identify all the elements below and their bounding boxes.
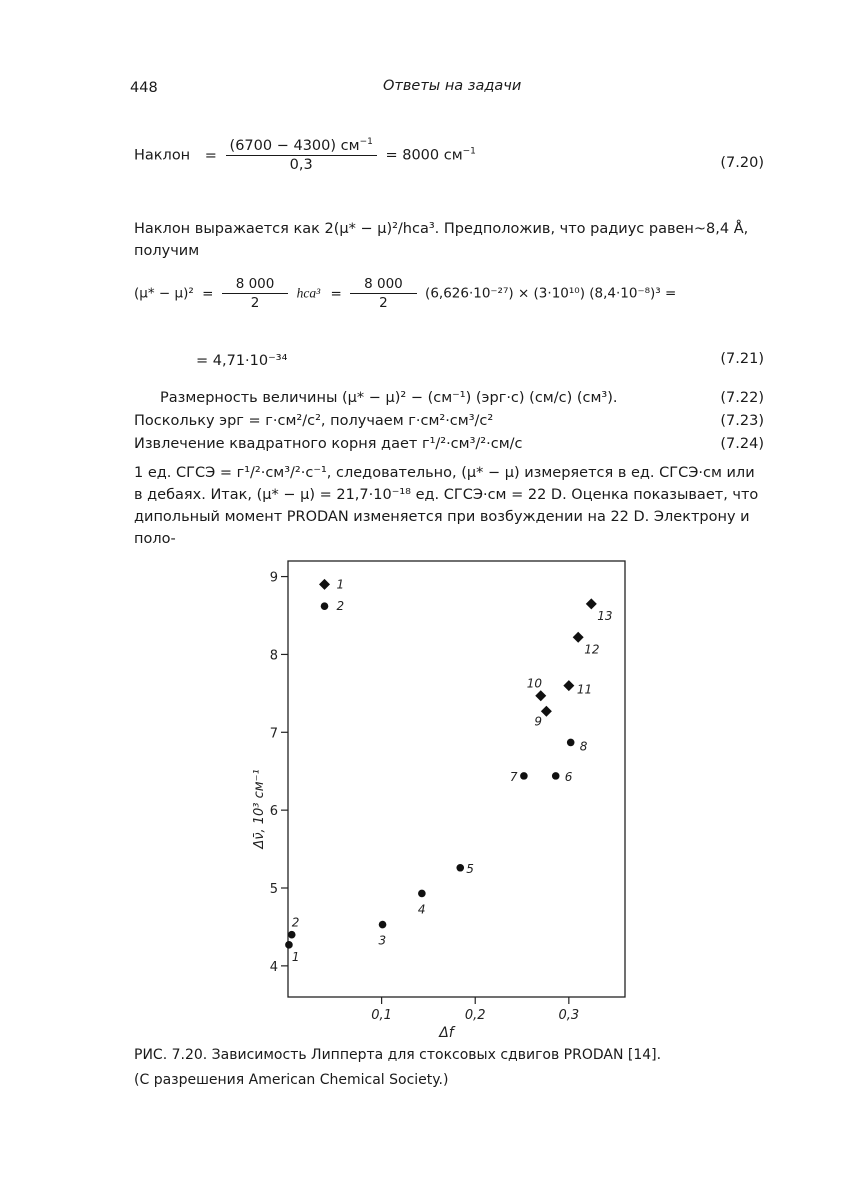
page-number: 448 <box>130 80 158 96</box>
paragraph-line: дипольный момент PRODAN изменяется при возбуждении на 22 D. Электрону и поло- <box>134 509 750 547</box>
numerator-exponent: −1 <box>359 137 373 148</box>
y-tick-label: 4 <box>269 959 278 975</box>
equation-number-7-22: (7.22) <box>720 390 764 406</box>
hca-term: hca³ <box>296 285 321 301</box>
figure-caption: РИС. 7.20. Зависимость Липперта для стоксовых сдвигов PRODAN [14]. <box>134 1047 662 1063</box>
paragraph-line: получим <box>134 243 200 259</box>
y-tick-label: 5 <box>269 882 278 897</box>
point-label: 13 <box>597 608 613 623</box>
point-label: 12 <box>584 642 600 657</box>
fraction-numerator: 8 000 <box>222 276 289 294</box>
eq-sign: = <box>385 147 398 164</box>
figure-credit: (С разрешения American Chemical Society.) <box>134 1072 449 1088</box>
plot-frame <box>288 561 625 997</box>
running-title: Ответы на задачи <box>383 78 522 94</box>
data-point-circle <box>456 864 464 872</box>
paragraph-line: 1 ед. СГСЭ = г¹/²·см³/²·с⁻¹, следовательно, (μ* − μ) измеряется в ед. СГСЭ·см или <box>134 465 755 481</box>
data-point-diamond <box>586 598 597 609</box>
result-exponent: −1 <box>462 146 476 157</box>
y-tick-label: 6 <box>269 804 278 820</box>
fraction-denominator: 2 <box>379 295 388 311</box>
data-point-diamond <box>535 690 546 701</box>
data-point-circle <box>321 602 329 610</box>
y-axis-label: Δν̄, 10³ см⁻¹ <box>252 769 267 849</box>
point-label: 3 <box>378 933 387 948</box>
data-point-circle <box>567 739 575 747</box>
point-label: 9 <box>534 714 543 729</box>
point-label: 7 <box>509 769 518 784</box>
point-label: 2 <box>291 915 300 930</box>
data-point-diamond <box>319 579 330 590</box>
equation-number-7-24: (7.24) <box>720 436 764 452</box>
y-tick-label: 9 <box>269 570 278 586</box>
paragraph-line: Наклон выражается как 2(μ* − μ)²/hca³. Предположив, что радиус равен~8,4 Å, <box>134 221 749 237</box>
point-label: 1 <box>291 949 300 964</box>
point-label: 11 <box>576 682 593 697</box>
eq-sign: = <box>202 285 214 302</box>
data-point-circle <box>418 890 426 898</box>
point-label: 8 <box>579 739 588 754</box>
eq-sign: = <box>204 147 217 164</box>
fraction-denominator: 2 <box>250 295 260 311</box>
equation-7-24: Извлечение квадратного корня дает г¹/²·см³/²·см/с <box>134 436 523 452</box>
data-point-circle <box>288 931 296 939</box>
fraction-numerator: (6700 − 4300) см <box>229 138 360 154</box>
point-label: 2 <box>336 599 345 614</box>
x-tick-label: 0,3 <box>558 1008 580 1023</box>
equation-7-23: Поскольку эрг = г·см²/с², получаем г·см²·см³/с² <box>134 413 494 429</box>
equation-7-22: Размерность величины (μ* − μ)² − (см⁻¹) (эрг·с) (см/с) (см³). <box>160 390 618 406</box>
y-tick-label: 7 <box>269 726 278 742</box>
data-point-diamond <box>541 706 552 717</box>
point-label: 6 <box>564 769 573 784</box>
equation-number-7-23: (7.23) <box>720 413 764 429</box>
paragraph-line: в дебаях. Итак, (μ* − μ) = 21,7·10⁻¹⁸ ед. СГСЭ·см = 22 D. Оценка показывает, что <box>134 487 759 503</box>
data-point-circle <box>552 772 560 780</box>
eq-tail: (6,626·10⁻²⁷) × (3·10¹⁰) (8,4·10⁻⁸)³ = <box>425 285 677 302</box>
equation-number-7-21: (7.21) <box>720 351 764 367</box>
equation-number-7-20: (7.20) <box>720 155 764 171</box>
point-label: 5 <box>466 861 474 876</box>
x-axis-label: Δf <box>439 1025 454 1041</box>
point-label: 1 <box>336 577 345 592</box>
x-tick-label: 0,1 <box>371 1008 392 1023</box>
data-point-circle <box>379 921 387 929</box>
eq-lhs: (μ* − μ)² <box>134 285 194 302</box>
data-point-circle <box>520 772 528 780</box>
y-tick-label: 8 <box>269 648 278 664</box>
fraction-numerator: 8 000 <box>350 276 417 294</box>
data-point-diamond <box>573 632 584 643</box>
equation-7-21-result: = 4,71·10⁻³⁴ <box>196 353 288 369</box>
point-label: 4 <box>417 902 426 917</box>
data-point-circle <box>285 941 293 949</box>
eq-result: 8000 см <box>402 147 463 164</box>
point-label: 10 <box>526 676 543 691</box>
eq-sign: = <box>330 285 342 302</box>
eq-lhs: Наклон <box>134 147 191 164</box>
data-point-diamond <box>563 680 574 691</box>
x-tick-label: 0,2 <box>464 1008 486 1023</box>
fraction-denominator: 0,3 <box>289 157 313 173</box>
